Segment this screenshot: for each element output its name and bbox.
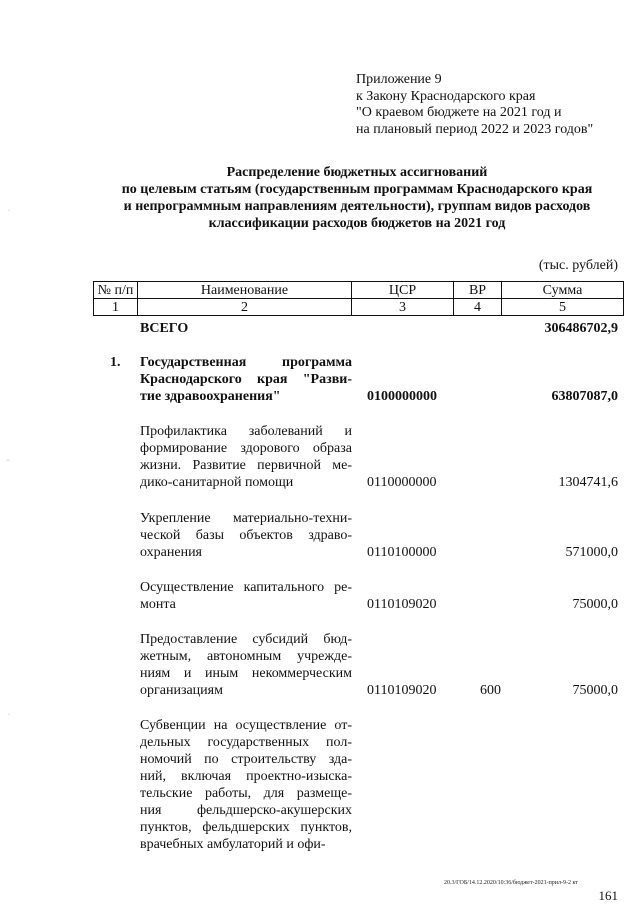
row-name-line: формирование здорового образа	[140, 441, 352, 456]
header-cell-sum: Сумма	[502, 282, 624, 299]
row-name-line: Профилактика заболеваний и	[140, 424, 352, 439]
row-name-line: ниям и иным некоммерческим	[140, 666, 352, 681]
header-row	[94, 282, 624, 299]
row-vr: 600	[480, 683, 501, 698]
total-sum: 306486702,9	[544, 321, 618, 336]
row-name-line: Краснодарского края "Разви-	[140, 372, 352, 387]
header-cell-vr: ВР	[454, 282, 502, 299]
row-name	[140, 717, 352, 853]
row-name-line: врачебных амбулаторий и офи-	[140, 837, 326, 852]
header-cell-num: № п/п	[94, 282, 138, 299]
title-line: и непрограммным направлениям деятельности), группам видов расходов	[123, 199, 591, 214]
units-label: (тыс. рублей)	[538, 258, 618, 273]
row-sum: 75000,0	[572, 683, 618, 698]
row-csr: 0110100000	[367, 545, 437, 560]
row-csr: 0100000000	[367, 389, 437, 404]
row-csr: 0110000000	[367, 475, 437, 490]
col-number: 3	[352, 299, 454, 316]
row-name-line: тельские работы, для размеще-	[140, 786, 352, 801]
row-sum: 75000,0	[572, 597, 618, 612]
document-title	[90, 164, 624, 232]
row-name-line: организациям	[140, 683, 223, 698]
col-number: 5	[502, 299, 624, 316]
footer-code: 20.3/ГОБ/14.12.2020/10:36/бюджет-2021-прил-9-2 кт	[444, 880, 578, 886]
row-name-line: Субвенции на осуществление от-	[140, 718, 352, 733]
appendix-header	[356, 72, 626, 138]
row-name-line: пунктов, фельдшерских пунктов,	[140, 820, 352, 835]
row-name-line: Государственная программа	[140, 355, 352, 370]
appendix-line: на плановый период 2022 и 2023 годов"	[356, 121, 594, 137]
row-name-line: охранения	[140, 545, 202, 560]
page-number: 161	[598, 888, 618, 903]
total-label: ВСЕГО	[140, 321, 189, 336]
appendix-line: Приложение 9	[356, 72, 442, 87]
row-name-line: тие здравоохранения"	[140, 389, 281, 404]
row-name-line: номочий по строительству зда-	[140, 752, 352, 767]
scan-mark: ··	[6, 458, 10, 464]
row-name-line: ния фельдшерско-акушерских	[140, 803, 352, 818]
row-name	[140, 510, 352, 561]
header-cell-csr: ЦСР	[352, 282, 454, 299]
row-sum: 63807087,0	[551, 389, 618, 404]
scan-mark: ·	[8, 208, 10, 214]
scan-mark: ·	[8, 712, 10, 718]
table-header	[93, 281, 624, 316]
row-name-line: ческой базы объектов здраво-	[140, 528, 352, 543]
title-line: классификации расходов бюджетов на 2021 год	[208, 216, 506, 231]
row-name-line: жетным, автономным учрежде-	[140, 649, 352, 664]
appendix-line: "О краевом бюджете на 2021 год и	[356, 105, 562, 120]
row-name	[140, 631, 352, 699]
row-sum: 1304741,6	[558, 475, 618, 490]
title-line: Распределение бюджетных ассигнований	[226, 165, 488, 180]
row-name-line: жизни. Развитие первичной ме-	[140, 458, 352, 473]
row-name-line: дельных государственных пол-	[140, 735, 352, 750]
row-name-line: монта	[140, 597, 176, 612]
row-csr: 0110109020	[367, 597, 437, 612]
title-line: по целевым статьям (государственным программам Краснодарского края	[121, 182, 593, 197]
appendix-line: к Закону Краснодарского края	[356, 88, 536, 104]
col-number: 4	[454, 299, 502, 316]
row-csr: 0110109020	[367, 683, 437, 698]
row-name	[140, 423, 352, 491]
row-name-line: ний, включая проектно-изыска-	[140, 769, 352, 784]
row-name-line: дико-санитарной помощи	[140, 475, 294, 490]
row-name	[140, 354, 352, 405]
row-name-line: Укрепление материально-техни-	[140, 511, 352, 526]
column-number-row	[94, 299, 624, 316]
header-cell-name: Наименование	[138, 282, 352, 299]
col-number: 2	[138, 299, 352, 316]
row-name-line: Предоставление субсидий бюд-	[140, 632, 352, 647]
col-number: 1	[94, 299, 138, 316]
row-number: 1.	[110, 355, 121, 370]
row-name-line: Осуществление капитального ре-	[140, 580, 352, 595]
row-sum: 571000,0	[565, 545, 618, 560]
row-name	[140, 579, 352, 613]
